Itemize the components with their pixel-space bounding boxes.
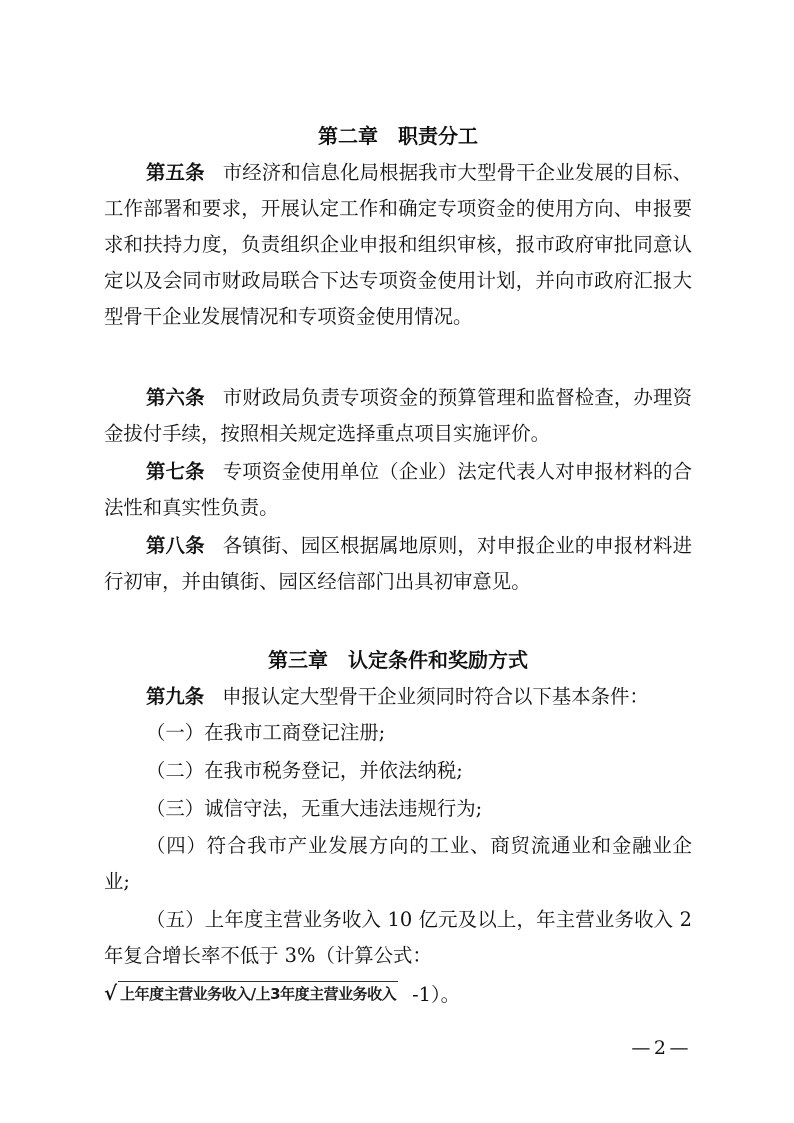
article-text: 市财政局负责专项资金的预算管理和监督检查，办理资金拔付手续，按照相关规定选择重点项目实施评价。 xyxy=(104,386,693,445)
article-9 xyxy=(104,679,692,715)
article-label: 第六条 xyxy=(146,386,205,409)
formula-tail: -1）。 xyxy=(412,983,461,1006)
article-text: 申报认定大型骨干企业须同时符合以下基本条件： xyxy=(222,685,649,708)
condition-item-5: （五）上年度主营业务收入 10 亿元及以上，年主营业务收入 2 年复合增长率不低于 3%（计算公式： xyxy=(104,908,692,967)
article-label: 第八条 xyxy=(146,534,205,557)
page-number-value: 2 xyxy=(653,1037,666,1059)
page-number xyxy=(628,1036,692,1060)
article-7 xyxy=(104,454,692,526)
article-5 xyxy=(104,155,692,335)
article-text: 各镇街、园区根据属地原则，对申报企业的申报材料进行初审，并由镇街、园区经信部门出具初审意见。 xyxy=(104,534,693,593)
chapter-2-title: 第二章 职责分工 xyxy=(318,124,478,148)
article-label: 第五条 xyxy=(146,161,205,184)
growth-rate-formula xyxy=(104,975,460,1011)
chapter-3-title: 第三章 认定条件和奖励方式 xyxy=(268,648,528,672)
article-text: 专项资金使用单位（企业）法定代表人对申报材料的合法性和真实性负责。 xyxy=(104,460,693,519)
article-6 xyxy=(104,380,692,452)
condition-item-4: （四）符合我市产业发展方向的工业、商贸流通业和金融业企业; xyxy=(104,834,692,893)
condition-item-2: （二）在我市税务登记，并依法纳税; xyxy=(146,759,463,782)
article-text: 市经济和信息化局根据我市大型骨干企业发展的目标、工作部署和要求，开展认定工作和确定专项资金的使用方向、申报要求和扶持力度，负责组织企业申报和组织审核，报市政府审批同意认定以及会同市财政局联合下达专项资金使用计划，并向市政府汇报大型骨干企业发展情况和专项资金使用情况。 xyxy=(104,161,693,328)
dash-left: — xyxy=(631,1037,651,1059)
condition-item-3: （三）诚信守法，无重大违法违规行为; xyxy=(146,797,483,820)
article-label: 第九条 xyxy=(146,685,205,708)
formula-radicand: 上年度主营业务收入/上3年度主营业务收入 xyxy=(118,981,398,1006)
square-root-icon: √ xyxy=(104,981,118,1005)
article-8 xyxy=(104,528,692,600)
article-label: 第七条 xyxy=(146,460,205,483)
condition-item-1: （一）在我市工商登记注册; xyxy=(146,721,386,744)
dash-right: — xyxy=(669,1037,689,1059)
